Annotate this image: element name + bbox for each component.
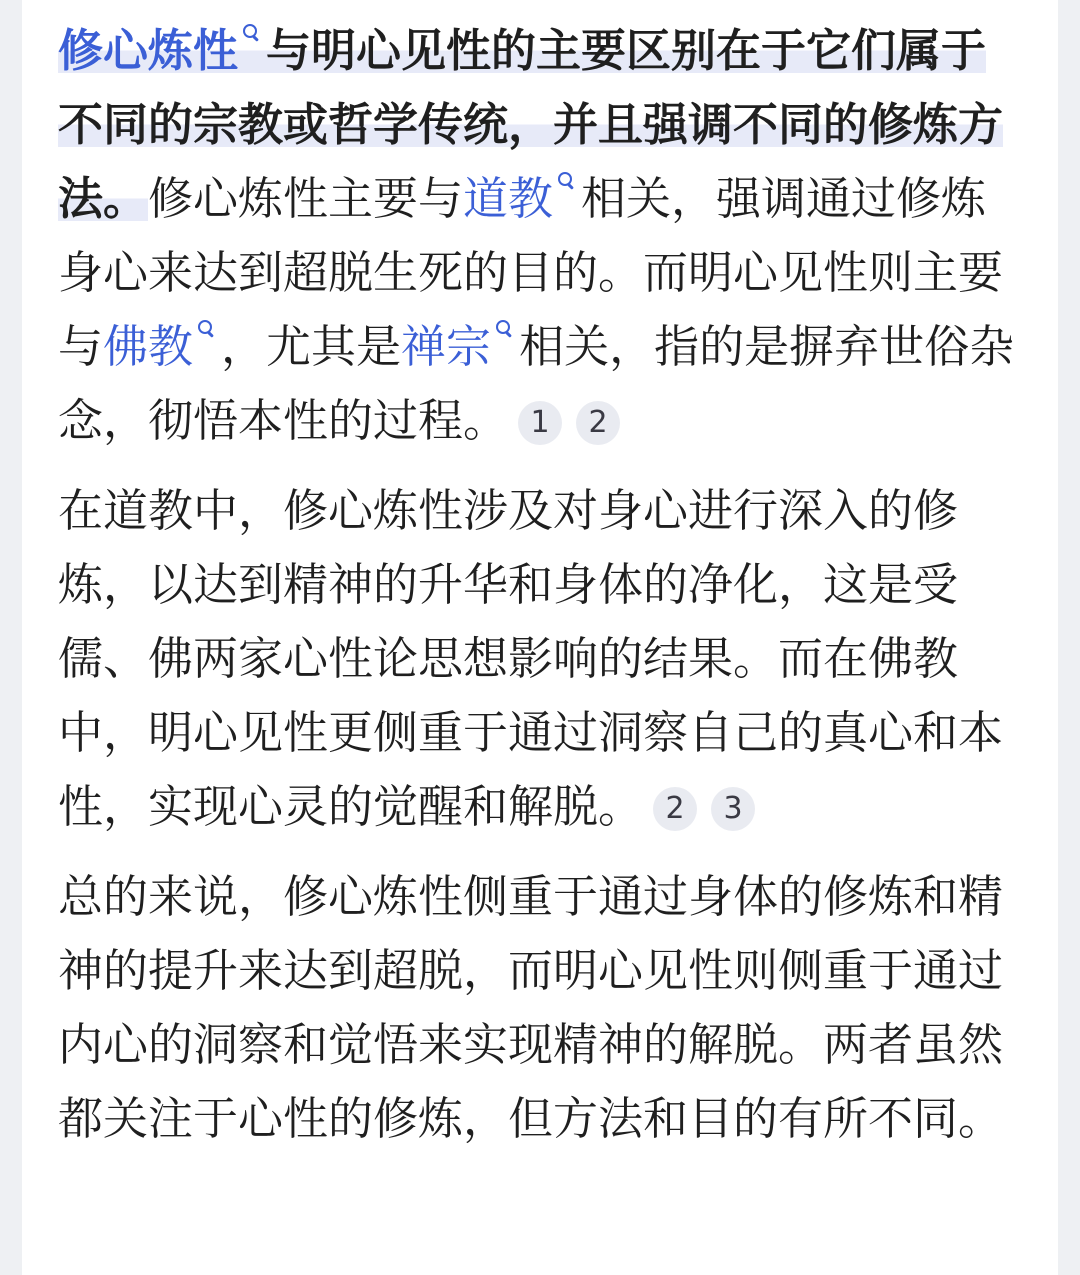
- link-daojiao[interactable]: 道教: [463, 172, 581, 225]
- text-segment: 修心炼性主要与: [148, 172, 464, 225]
- link-xiuxin-lianxing[interactable]: 修心炼性: [58, 24, 266, 77]
- text-segment: 相关，强调通过修炼身心来达到超脱生死的目的。而明心见性则主要与: [58, 172, 1004, 373]
- link-chanzong[interactable]: 禅宗: [401, 320, 519, 373]
- citation-badge-2[interactable]: 2: [653, 787, 697, 831]
- answer-card: [22, 0, 1058, 1275]
- search-icon: [242, 22, 260, 44]
- paragraph-3-text: 总的来说，修心炼性侧重于通过身体的修炼和精神的提升来达到超脱，而明心见性则侧重于通过内心的洞察和觉悟来实现精神的解脱。两者虽然都关注于心性的修炼，但方法和目的有所不同。: [58, 870, 1004, 1145]
- search-icon: [197, 318, 215, 340]
- highlighted-text: 与明心见性的主要区别在于它们属于不同的宗教或哲学传统，并且强调不同的修炼方法。: [58, 24, 1004, 225]
- paragraph-1: [58, 14, 1026, 458]
- paragraph-3: [58, 860, 1026, 1156]
- answer-content: [58, 14, 1026, 1156]
- citation-badge-2[interactable]: 2: [576, 401, 620, 445]
- text-segment: 相关，指的是摒弃世俗杂念，彻悟本性的过程。: [58, 320, 1015, 447]
- citation-badge-3[interactable]: 3: [711, 787, 755, 831]
- paragraph-2-text: 在道教中，修心炼性涉及对身心进行深入的修炼，以达到精神的升华和身体的净化，这是受儒、佛两家心性论思想影响的结果。而在佛教中，明心见性更侧重于通过洞察自己的真心和本性，实现心灵的觉醒和解脱。: [58, 484, 1004, 833]
- search-icon: [495, 318, 513, 340]
- text-segment: ，尤其是: [221, 320, 402, 373]
- search-icon: [557, 170, 575, 192]
- citation-badge-1[interactable]: 1: [518, 401, 562, 445]
- paragraph-2: [58, 474, 1026, 844]
- link-fojiao[interactable]: 佛教: [103, 320, 221, 373]
